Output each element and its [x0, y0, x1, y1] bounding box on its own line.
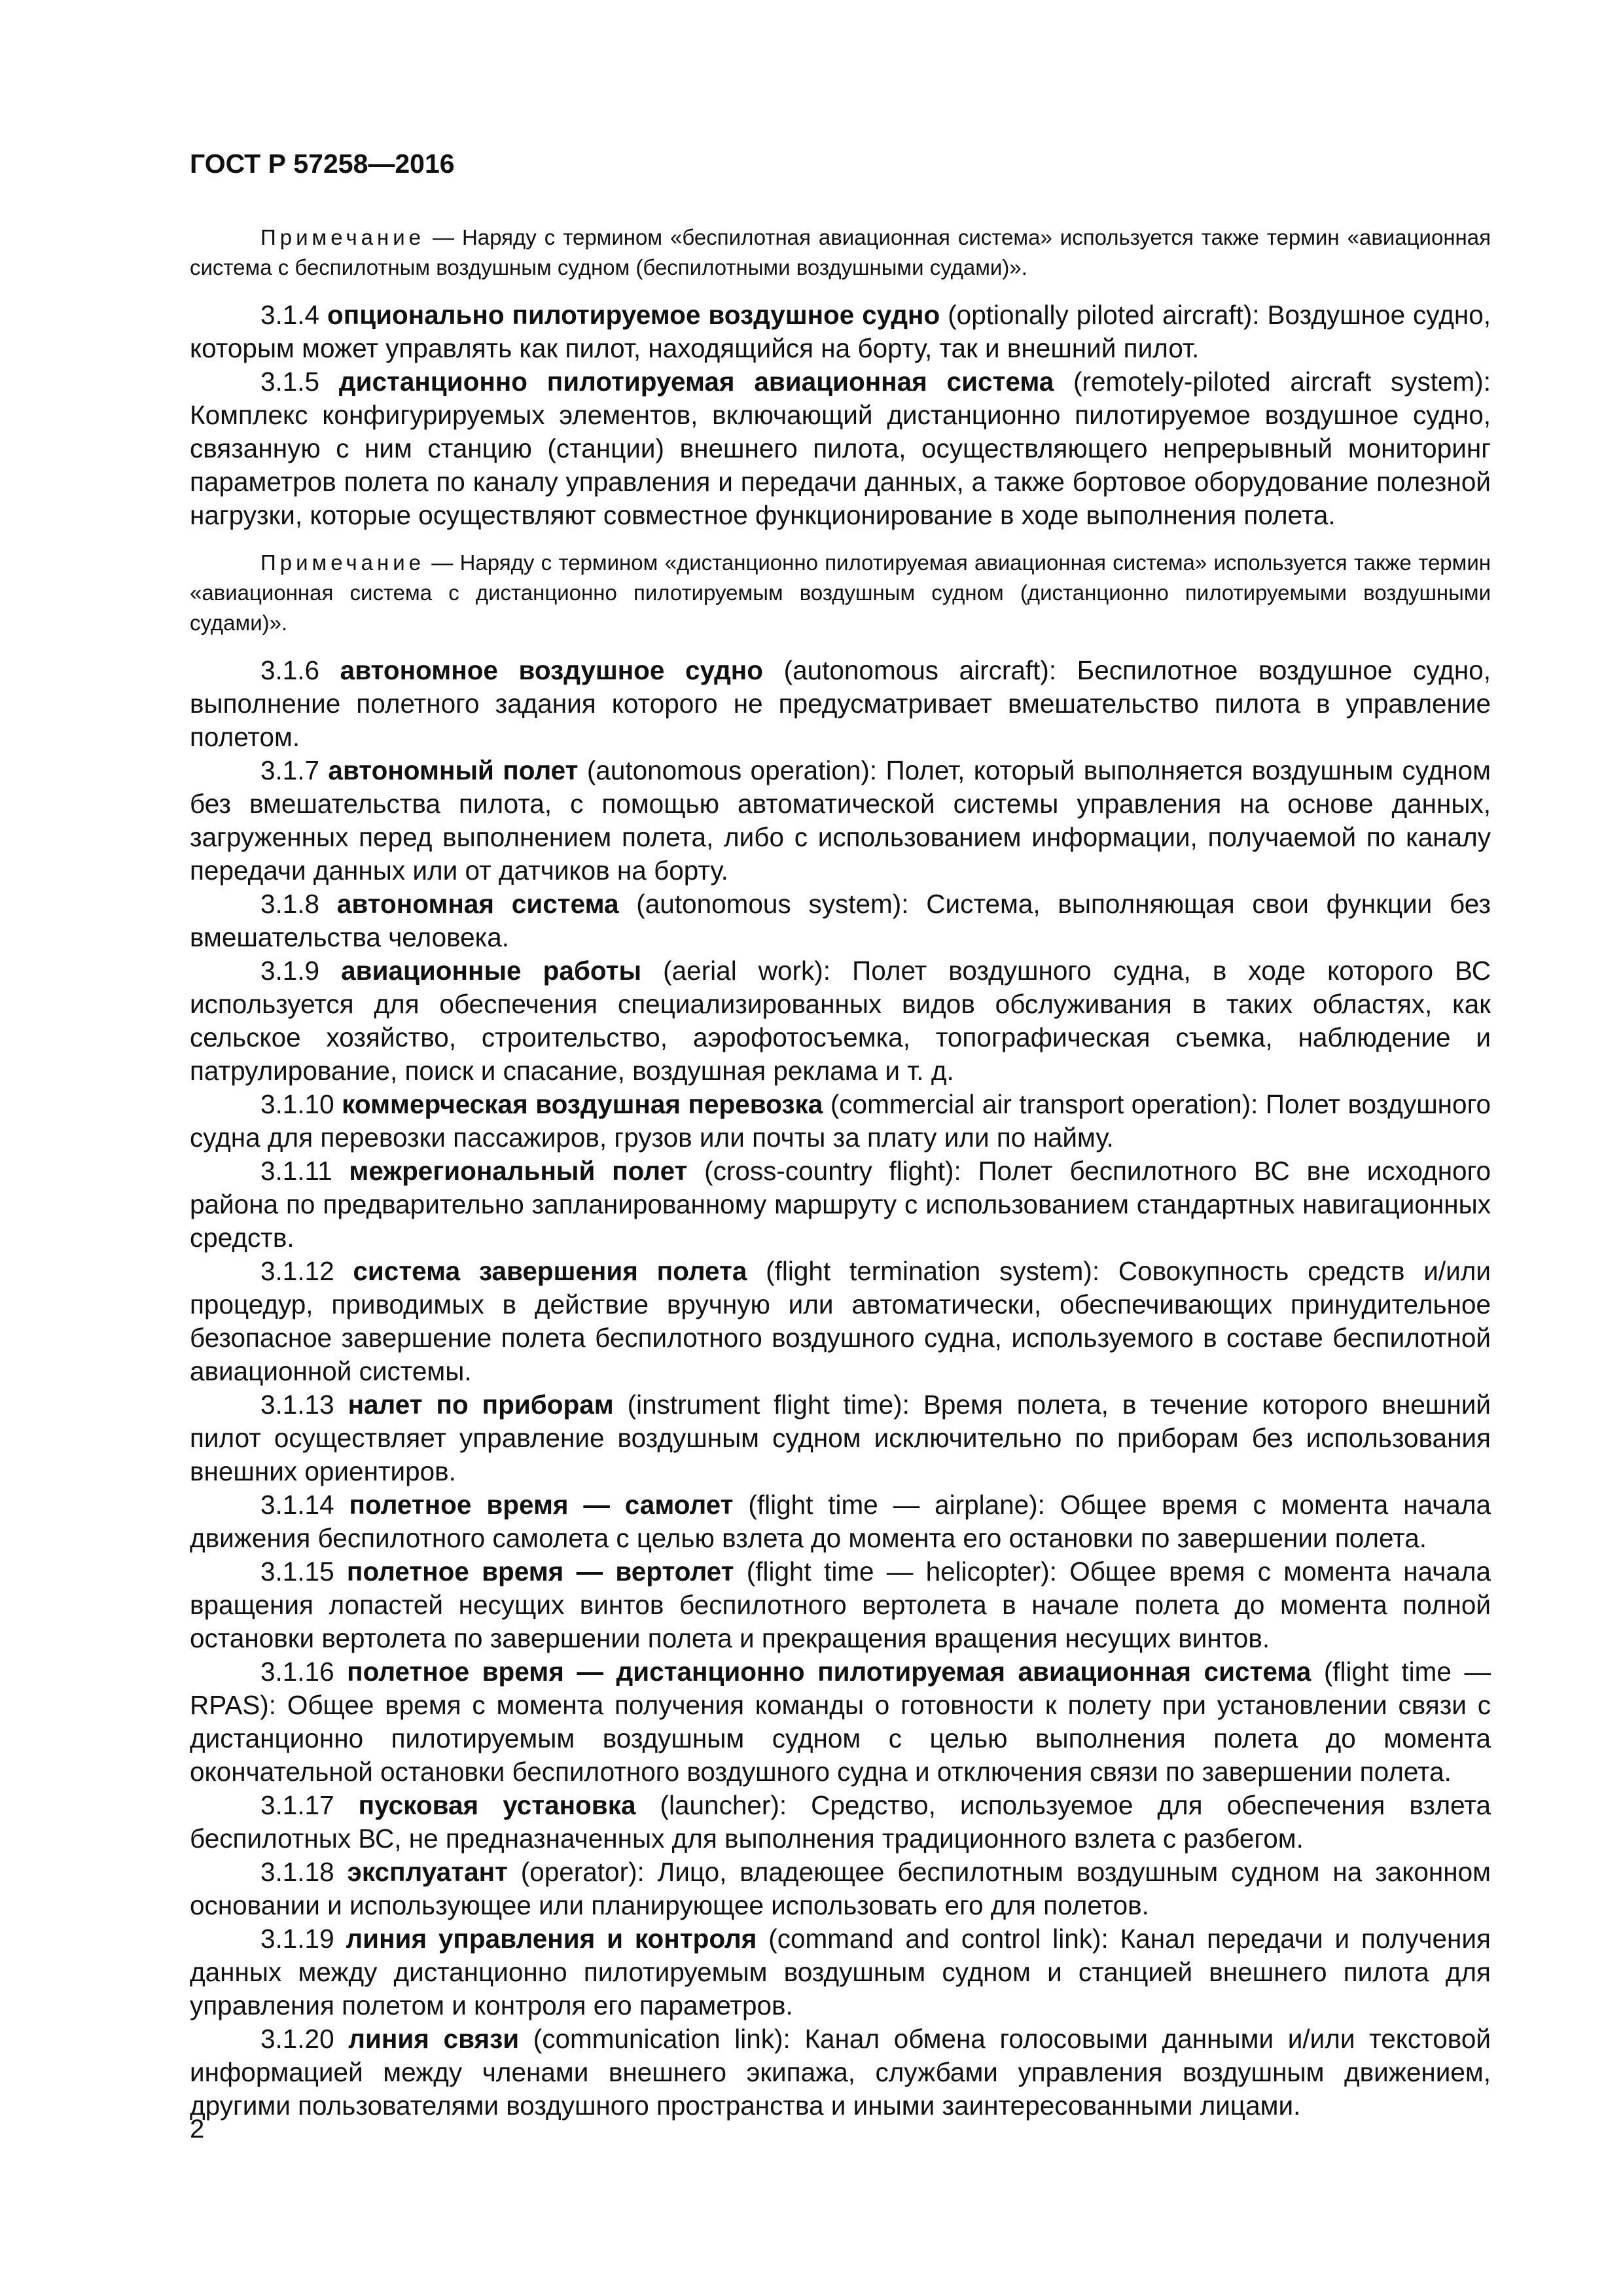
definition-number: 3.1.16: [260, 1657, 334, 1687]
document-page: [190, 145, 1491, 2123]
page-number: 2: [190, 2115, 205, 2144]
definition-text: (autonomous aircraft): Беспилотное воздушное судно, выполнение полетного задания которого не предусматривает вмешательство пилота в управление полетом.: [190, 655, 1491, 752]
definition-3-1-4: [190, 298, 1491, 365]
definition-text: (command and control link): Канал передачи и получения данных между дистанционно пилотируемым воздушным судном и станцией внешнего пилота для управления полетом и контроля его параметров.: [190, 1924, 1491, 2020]
definition-text: (autonomous system): Система, выполняющая свои функции без вмешательства человека.: [190, 889, 1491, 952]
definition-text: (operator): Лицо, владеющее беспилотным воздушным судном на законном основании и использующее или планирующее использовать его для полетов.: [190, 1857, 1491, 1920]
definition-term: автономное воздушное судно: [340, 655, 763, 685]
definition-number: 3.1.8: [260, 889, 320, 919]
definition-3-1-13: [190, 1388, 1491, 1488]
definition-3-1-12: [190, 1255, 1491, 1388]
definition-number: 3.1.19: [260, 1924, 334, 1954]
definition-number: 3.1.4: [260, 300, 320, 330]
definition-text: (flight time — helicopter): Общее время с момента начала вращения лопастей несущих винтов беспилотного вертолета в начале полета до момента полной остановки вертолета по завершении полета и прекращения вращения несущих винтов.: [190, 1556, 1491, 1653]
definition-number: 3.1.12: [260, 1256, 334, 1286]
definition-text: (flight time — airplane): Общее время с момента начала движения беспилотного самолета с целью взлета до момента его остановки по завершении полета.: [190, 1490, 1491, 1553]
definition-3-1-20: [190, 2022, 1491, 2123]
definition-3-1-14: [190, 1488, 1491, 1555]
definition-text: (optionally piloted aircraft): Воздушное судно, которым может управлять как пилот, находящийся на борту, так и внешний пилот.: [190, 300, 1491, 363]
definition-number: 3.1.6: [260, 655, 320, 685]
definition-number: 3.1.17: [260, 1790, 334, 1820]
definition-term: межрегиональный полет: [349, 1156, 688, 1186]
definition-number: 3.1.20: [260, 2024, 334, 2054]
note-2: [190, 548, 1491, 638]
definition-3-1-11: [190, 1155, 1491, 1255]
definition-text: (remotely-piloted aircraft system): Комплекс конфигурируемых элементов, включающий дистанционно пилотируемое воздушное судно, связанную с ним станцию (станции) внешнего пилота, осуществляющего непрерывный мониторинг параметров полета по каналу управления и передачи данных, а также бортовое оборудование полезной нагрузки, которые осуществляют совместное функционирование в ходе выполнения полета.: [190, 367, 1491, 530]
definition-3-1-10: [190, 1088, 1491, 1155]
definition-term: полетное время — дистанционно пилотируемая авиационная система: [347, 1657, 1311, 1687]
definition-term: автономный полет: [328, 755, 579, 785]
definition-term: авиационные работы: [341, 956, 642, 986]
definition-3-1-15: [190, 1555, 1491, 1655]
definition-term: полетное время — вертолет: [346, 1556, 734, 1587]
definition-term: пусковая установка: [358, 1790, 636, 1820]
definition-term: линия связи: [348, 2024, 520, 2054]
definition-term: эксплуатант: [347, 1857, 508, 1887]
definition-3-1-19: [190, 1922, 1491, 2022]
definition-term: опционально пилотируемое воздушное судно: [327, 300, 940, 330]
definition-number: 3.1.9: [260, 956, 320, 986]
definition-text: (aerial work): Полет воздушного судна, в ходе которого ВС используется для обеспечения специализированных видов обслуживания в таких областях, как сельское хозяйство, строительство, аэрофотосъемка, топографическая съемка, наблюдение и патрулирование, поиск и спасание, воздушная реклама и т. д.: [190, 956, 1491, 1086]
definition-text: (instrument flight time): Время полета, в течение которого внешний пилот осуществляет управление воздушным судном исключительно по приборам без использования внешних ориентиров.: [190, 1390, 1491, 1486]
definition-term: автономная система: [336, 889, 619, 919]
definition-number: 3.1.10: [260, 1089, 334, 1119]
definition-3-1-7: [190, 754, 1491, 888]
definition-number: 3.1.11: [260, 1156, 332, 1186]
definition-3-1-5: [190, 365, 1491, 532]
definition-number: 3.1.5: [260, 367, 320, 397]
definition-3-1-9: [190, 954, 1491, 1088]
note-label: Примечание: [260, 550, 425, 575]
definition-number: 3.1.14: [260, 1490, 334, 1520]
definition-text: (autonomous operation): Полет, который выполняется воздушным судном без вмешательства пилота, с помощью автоматической системы управления на основе данных, загруженных перед выполнением полета, либо с использованием информации, получаемой по каналу передачи данных или от датчиков на борту.: [190, 755, 1491, 886]
definition-3-1-18: [190, 1856, 1491, 1922]
definition-text: (communication link): Канал обмена голосовыми данными и/или текстовой информацией между членами внешнего экипажа, службами управления воздушным движением, другими пользователями воздушного пространства и иными заинтересованными лицами.: [190, 2024, 1491, 2121]
definition-text: (cross-country flight): Полет беспилотного ВС вне исходного района по предварительно запланированному маршруту с использованием стандартных навигационных средств.: [190, 1156, 1491, 1253]
document-header: ГОСТ Р 57258—2016: [190, 149, 455, 179]
definition-number: 3.1.13: [260, 1390, 334, 1420]
note-text: — Наряду с термином «дистанционно пилотируемая авиационная система» используется также термин «авиационная система с дистанционно пилотируемым воздушным судном (дистанционно пилотируемыми воздушными судами)».: [190, 550, 1491, 635]
definition-term: дистанционно пилотируемая авиационная система: [338, 367, 1054, 397]
definition-term: линия управления и контроля: [346, 1924, 757, 1954]
note-text: — Наряду с термином «беспилотная авиационная система» используется также термин «авиационная система с беспилотным воздушным судном (беспилотными воздушными судами)».: [190, 225, 1491, 279]
definition-3-1-17: [190, 1789, 1491, 1856]
note-1: [190, 223, 1491, 283]
definition-text: (flight time — RPAS): Общее время с момента получения команды о готовности к полету при установлении связи с дистанционно пилотируемым воздушным судном с целью выполнения полета до момента окончательной остановки беспилотного воздушного судна и отключения связи по завершении полета.: [190, 1657, 1491, 1787]
definition-term: налет по приборам: [348, 1390, 614, 1420]
definition-3-1-8: [190, 888, 1491, 954]
definition-term: коммерческая воздушная перевозка: [342, 1089, 823, 1119]
definition-text: (launcher): Средство, используемое для обеспечения взлета беспилотных ВС, не предназначенных для выполнения традиционного взлета с разбегом.: [190, 1790, 1491, 1854]
definition-number: 3.1.15: [260, 1556, 334, 1587]
definition-number: 3.1.18: [260, 1857, 334, 1887]
definition-number: 3.1.7: [260, 755, 320, 785]
note-label: Примечание: [260, 225, 425, 249]
definition-term: полетное время — самолет: [349, 1490, 734, 1520]
definition-text: (flight termination system): Совокупность средств и/или процедур, приводимых в действие вручную или автоматически, обеспечивающих принудительное безопасное завершение полета беспилотного воздушного судна, используемого в составе беспилотной авиационной системы.: [190, 1256, 1491, 1386]
definition-3-1-16: [190, 1655, 1491, 1789]
definition-3-1-6: [190, 654, 1491, 754]
definition-term: система завершения полета: [353, 1256, 747, 1286]
definition-text: (commercial air transport operation): Полет воздушного судна для перевозки пассажиров, грузов или почты за плату или по найму.: [190, 1089, 1491, 1153]
